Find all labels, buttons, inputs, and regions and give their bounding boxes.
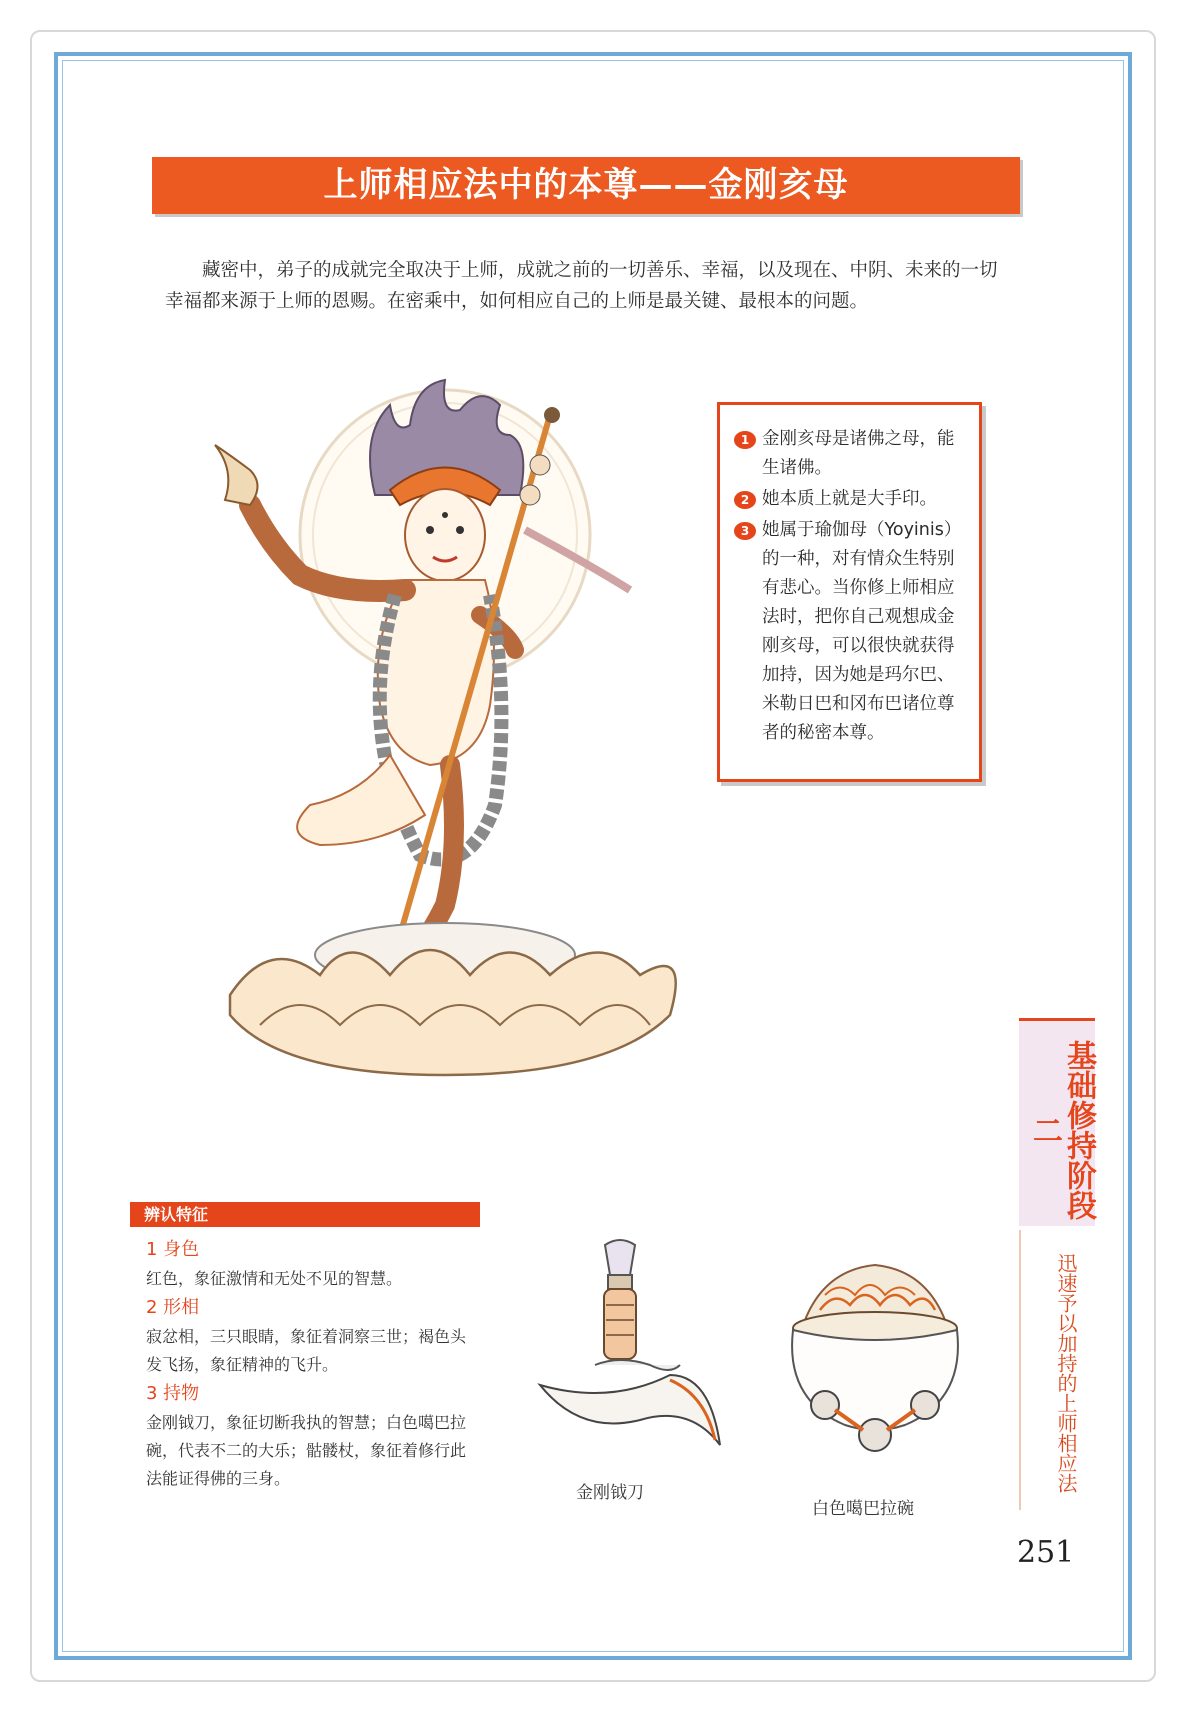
kapala-bowl-illustration (765, 1250, 985, 1480)
section-side-tab (1019, 1018, 1095, 1226)
feature-label: 3 持物 (146, 1383, 200, 1404)
feature-body: 寂忿相，三只眼睛，象征着洞察三世；褐色头发飞扬，象征精神的飞升。 (146, 1327, 467, 1374)
vajra-knife-illustration (520, 1235, 740, 1465)
side-divider (1019, 1230, 1021, 1510)
feature-body: 红色，象征激情和无处不见的智慧。 (146, 1269, 403, 1288)
callout-text-2: 她本质上就是大手印。 (762, 489, 937, 509)
knife-caption: 金刚钺刀 (576, 1483, 644, 1503)
section-subtitle: 迅速予以加持的上师相应法 (1054, 1253, 1078, 1493)
features-heading: 辨认特征 (130, 1202, 480, 1227)
callout-number-2: 2 (734, 491, 756, 509)
page-number: 251 (1017, 1535, 1075, 1570)
callout-box (717, 402, 982, 782)
section-title: 基础修持阶段二 (1027, 1039, 1096, 1220)
feature-label: 2 形相 (146, 1297, 200, 1318)
feature-body: 金刚钺刀，象征切断我执的智慧；白色噶巴拉碗，代表不二的大乐；骷髅杖，象征着修行此法能证得佛的三身。 (146, 1413, 467, 1488)
features-list (146, 1235, 476, 1493)
callout-item-2 (734, 485, 965, 514)
callout-text-3: 她属于瑜伽母（Yoyinis）的一种，对有情众生特别有悲心。当你修上师相应法时，把你自己观想成金刚亥母，可以很快就获得加持，因为她是玛尔巴、米勒日巴和冈布巴诸位尊者的秘密本尊。 (762, 520, 962, 743)
page-title: 上师相应法中的本尊——金刚亥母 (323, 165, 849, 205)
callout-number-3: 3 (734, 522, 756, 540)
title-banner (152, 157, 1020, 214)
callout-number-1: 1 (734, 431, 756, 449)
intro-paragraph: 藏密中，弟子的成就完全取决于上师，成就之前的一切善乐、幸福，以及现在、中阴、未来的一切幸福都来源于上师的恩赐。在密乘中，如何相应自己的上师是最关键、最根本的问题。 (165, 260, 998, 312)
feature-label: 1 身色 (146, 1239, 200, 1260)
deity-illustration (190, 375, 710, 1195)
callout-item-1 (734, 425, 965, 483)
callout-text-1: 金刚亥母是诸佛之母，能生诸佛。 (762, 429, 955, 478)
bowl-caption: 白色噶巴拉碗 (812, 1499, 914, 1519)
callout-item-3 (734, 516, 965, 748)
